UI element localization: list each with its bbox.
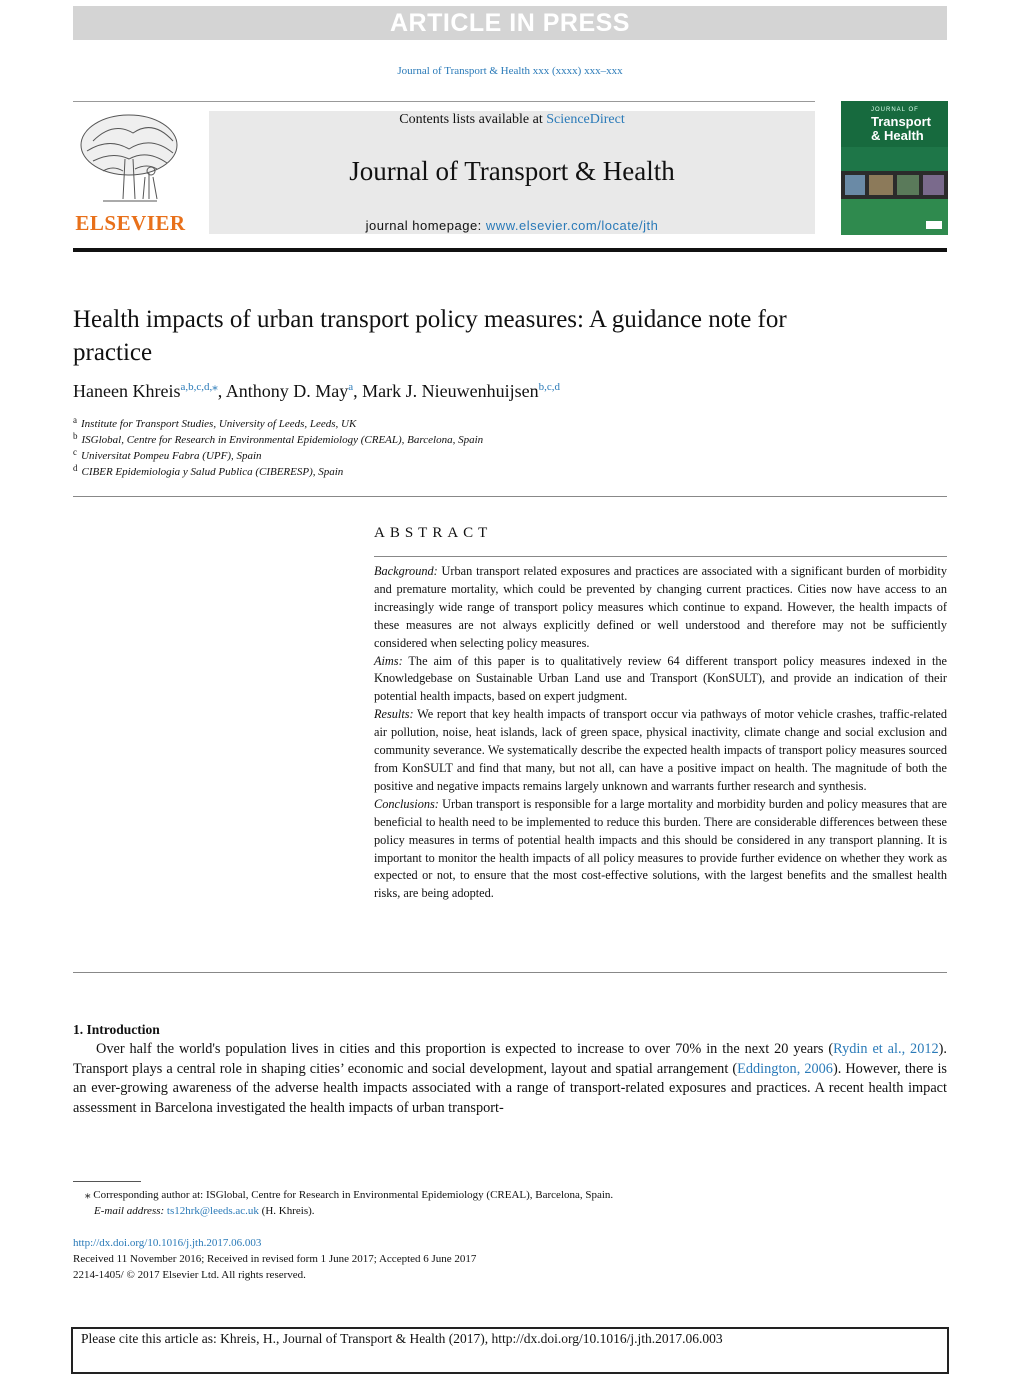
intro-text: ). However, there is an ever-growing awareness of the adverse health impacts associated with a range of transport-related exposures and practices. A recent health impact assessment in Barcelona investigated the health impacts of urban transport- — [73, 1060, 947, 1116]
author-separator: , — [217, 381, 226, 401]
sciencedirect-link[interactable]: ScienceDirect — [546, 112, 625, 127]
section-heading: 1. Introduction — [73, 1022, 160, 1037]
cover-photo-strip — [841, 171, 948, 199]
elsevier-tree-logo — [73, 111, 185, 209]
affiliation-text: ISGlobal, Centre for Research in Environmental Epidemiology (CREAL), Barcelona, Spain — [81, 434, 484, 446]
intro-text: ). Transport plays a central role in shaping cities’ economic and social development, layout and spatial arrangement ( — [73, 1041, 947, 1077]
journal-reference[interactable]: Journal of Transport & Health xxx (xxxx) xxx–xxx — [397, 65, 623, 77]
cover-title-1: Transport — [871, 114, 931, 129]
received-dates: Received 11 November 2016; Received in revised form 1 June 2017; Accepted 6 June 2017 — [73, 1253, 477, 1265]
email-label: E-mail address: — [94, 1205, 165, 1217]
affiliation-label: d — [73, 463, 78, 473]
author-name: Anthony D. May — [225, 381, 349, 401]
abstract-text: We report that key health impacts of transport occur via pathways of motor vehicle crashes, traffic-related air pollution, noise, heat islands, lack of green space, physical inactivity, climate change and social exclusion and community severance. We systematically describe the expected health impacts of transport policy measures sourced from KonSULT and find that many, but not all, can have a positive impact on health. The magnitude of both the positive and negative impacts remains largely unknown and warrants further research and synthesis. — [374, 707, 947, 793]
affiliation-text: CIBER Epidemiologia y Salud Publica (CIBERESP), Spain — [81, 466, 344, 478]
cover-title-2: & Health — [871, 128, 924, 143]
abstract-background — [374, 563, 947, 653]
abstract-conclusions — [374, 796, 947, 903]
email-footnote — [94, 1203, 315, 1219]
author-affiliation-marks[interactable]: a,b,c,d,⁎ — [180, 381, 218, 393]
journal-cover — [841, 101, 948, 235]
abstract-heading: ABSTRACT — [374, 525, 493, 541]
divider — [73, 496, 947, 497]
cover-small-text: JOURNAL OF — [871, 107, 919, 113]
abstract-label: Background: — [374, 564, 438, 578]
affiliation — [73, 463, 344, 478]
affiliation — [73, 431, 484, 446]
email-suffix: (H. Khreis). — [258, 1205, 315, 1217]
contents-prefix: Contents lists available at — [399, 112, 547, 127]
footnote-star: ⁎ — [85, 1189, 91, 1201]
email-link[interactable]: ts12hrk@leeds.ac.uk — [166, 1205, 259, 1217]
homepage-line — [209, 218, 815, 233]
abstract-text: Urban transport related exposures and practices are associated with a significant burden of morbidity and premature mortality, which could be prevented by changing current practices. Cities now have access to an increasingly wide range of transport policy measures which continue to expand. However, the health impacts of these measures are not always explicitly defined or well understood and therefore may not be sufficiently considered when selecting policy measures. — [374, 564, 947, 650]
article-in-press-banner: ARTICLE IN PRESS — [73, 6, 947, 40]
elsevier-wordmark: ELSEVIER — [75, 211, 186, 235]
header-bottom-rule — [73, 248, 947, 252]
author-name: Haneen Khreis — [73, 381, 181, 401]
abstract-label: Results: — [374, 707, 414, 722]
affiliation-label: a — [73, 415, 77, 425]
author-separator: , — [353, 381, 363, 401]
homepage-prefix: journal homepage: — [365, 218, 486, 233]
cite-text: Please cite this article as: Khreis, H., Journal of Transport & Health (2017), http://dx.doi.org/10.1016/j.jth.2017.06.003 — [81, 1331, 723, 1346]
citation-link[interactable]: Rydin et al., 2012 — [833, 1041, 939, 1057]
footnote-text: Corresponding author at: ISGlobal, Centre for Research in Environmental Epidemiology (CREAL), Barcelona, Spain. — [93, 1189, 614, 1201]
abstract-text: The aim of this paper is to qualitatively review 64 different transport policy measures indexed in the Knowledgebase on Sustainable Urban Land use and Transport (KonSULT), and provide an indication of their potential health impacts, based on expert judgment. — [374, 653, 947, 704]
author-affiliation-marks[interactable]: a — [348, 381, 354, 393]
contents-line — [209, 112, 815, 128]
abstract-text: Urban transport is responsible for a large mortality and morbidity burden and policy measures that are beneficial to health need to be implemented to reduce this burden. There are considerable differences between these policy measures in terms of potential health impacts and this should be considered in any transport planning. It is important to monitor the health impacts of all policy measures to provide further evidence on whether they work as expected or not, to ensure that the most cost-effective solutions, with the largest benefits and the smallest health risks, are being adopted. — [374, 796, 947, 901]
author-name: Mark J. Nieuwenhuijsen — [362, 381, 539, 401]
abstract-aims — [374, 653, 947, 707]
affiliation-label: b — [73, 431, 78, 441]
citation-link[interactable]: Eddington, 2006 — [737, 1060, 833, 1077]
affiliation — [73, 447, 262, 462]
copyright: 2214-1405/ © 2017 Elsevier Ltd. All rights reserved. — [73, 1269, 306, 1281]
footnote-rule — [73, 1181, 141, 1182]
abstract-results — [374, 706, 947, 796]
divider — [73, 972, 947, 973]
abstract-label: Conclusions: — [374, 796, 439, 811]
abstract-rule — [374, 556, 947, 557]
corresponding-footnote — [85, 1187, 613, 1203]
affiliation — [73, 415, 357, 430]
author-list — [73, 381, 560, 402]
abstract-body — [374, 563, 947, 903]
affiliation-label: c — [73, 447, 77, 457]
journal-title: Journal of Transport & Health — [349, 156, 675, 186]
doi-link[interactable]: http://dx.doi.org/10.1016/j.jth.2017.06.003 — [73, 1237, 262, 1249]
homepage-link[interactable]: www.elsevier.com/locate/jth — [485, 218, 659, 233]
author-affiliation-marks[interactable]: b,c,d — [538, 381, 560, 393]
abstract-label: Aims: — [374, 653, 403, 668]
intro-text: Over half the world's population lives in cities and this proportion is expected to increase to over 70% in the next 20 years ( — [96, 1041, 834, 1057]
header-top-rule — [73, 101, 815, 102]
article-title: Health impacts of urban transport policy measures: A guidance note for practice — [73, 306, 787, 366]
affiliation-text: Institute for Transport Studies, University of Leeds, Leeds, UK — [81, 418, 357, 430]
intro-paragraph — [73, 1040, 947, 1118]
affiliation-text: Universitat Pompeu Fabra (UPF), Spain — [81, 450, 262, 462]
